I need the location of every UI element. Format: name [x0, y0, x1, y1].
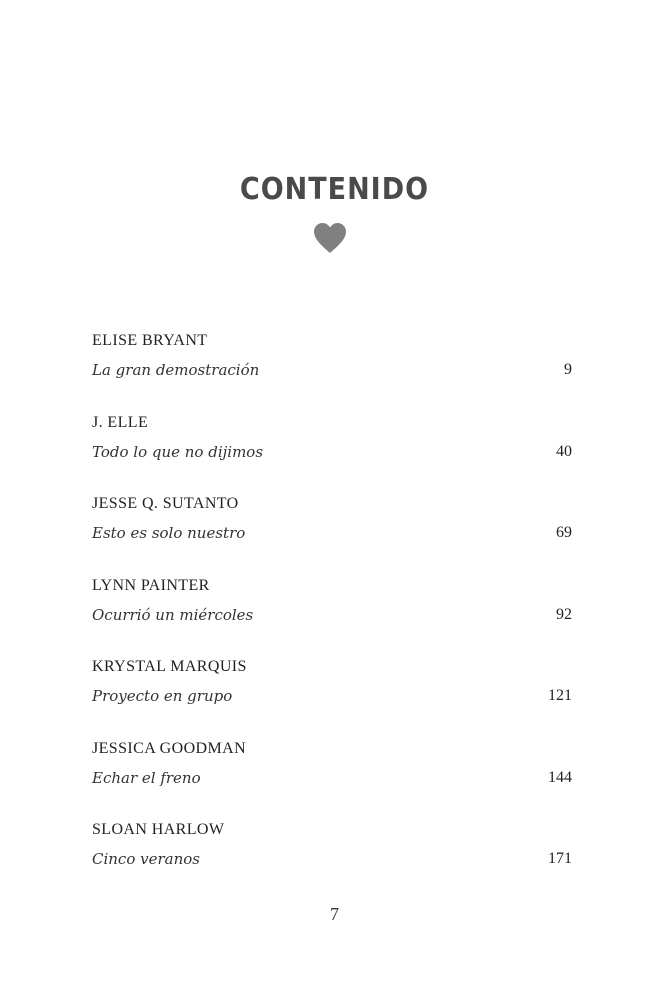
- entry-author: SLOAN HARLOW: [92, 821, 225, 838]
- entry-page-number: 40: [556, 442, 572, 460]
- entry-author: JESSICA GOODMAN: [92, 739, 247, 757]
- entry-author: ELISE BRYANT: [92, 332, 208, 349]
- toc-entry[interactable]: [92, 413, 572, 495]
- entry-author: LYNN PAINTER: [92, 576, 210, 594]
- entry-story-title: Ocurrió un miércoles: [92, 605, 254, 624]
- entry-story-title: La gran demostración: [92, 361, 260, 379]
- toc-entry[interactable]: [92, 739, 572, 821]
- entry-story-title: Esto es solo nuestro: [92, 524, 246, 542]
- entry-story-title: Cinco veranos: [92, 850, 200, 868]
- entry-story-line: [92, 359, 572, 381]
- toc-entry[interactable]: [92, 576, 572, 658]
- entry-story-line: [92, 441, 572, 463]
- entry-story-line: [92, 767, 572, 789]
- entry-story-line: [92, 848, 572, 870]
- entry-story-title: Echar el freno: [92, 768, 201, 787]
- toc-entry[interactable]: [92, 657, 572, 739]
- entry-page-number: 9: [564, 361, 572, 378]
- entry-story-line: [92, 522, 572, 544]
- toc-entry[interactable]: [92, 494, 572, 576]
- entry-story-title: Proyecto en grupo: [92, 687, 233, 705]
- toc-entry[interactable]: [92, 820, 572, 902]
- toc-entry[interactable]: [92, 331, 572, 413]
- entry-story-title: Todo lo que no dijimos: [92, 442, 264, 461]
- page-folio: 7: [330, 904, 339, 924]
- entry-story-line: [92, 604, 572, 626]
- table-of-contents: [92, 331, 572, 902]
- entry-page-number: 171: [548, 850, 572, 867]
- heart-icon: [313, 222, 347, 254]
- entry-page-number: 121: [548, 687, 572, 704]
- entry-page-number: 69: [556, 524, 572, 541]
- entry-page-number: 144: [548, 768, 572, 786]
- entry-author: JESSE Q. SUTANTO: [92, 495, 239, 512]
- entry-page-number: 92: [556, 605, 572, 623]
- page-title: CONTENIDO: [239, 172, 430, 207]
- entry-author: KRYSTAL MARQUIS: [92, 658, 247, 675]
- entry-story-line: [92, 685, 572, 707]
- entry-author: J. ELLE: [92, 413, 149, 431]
